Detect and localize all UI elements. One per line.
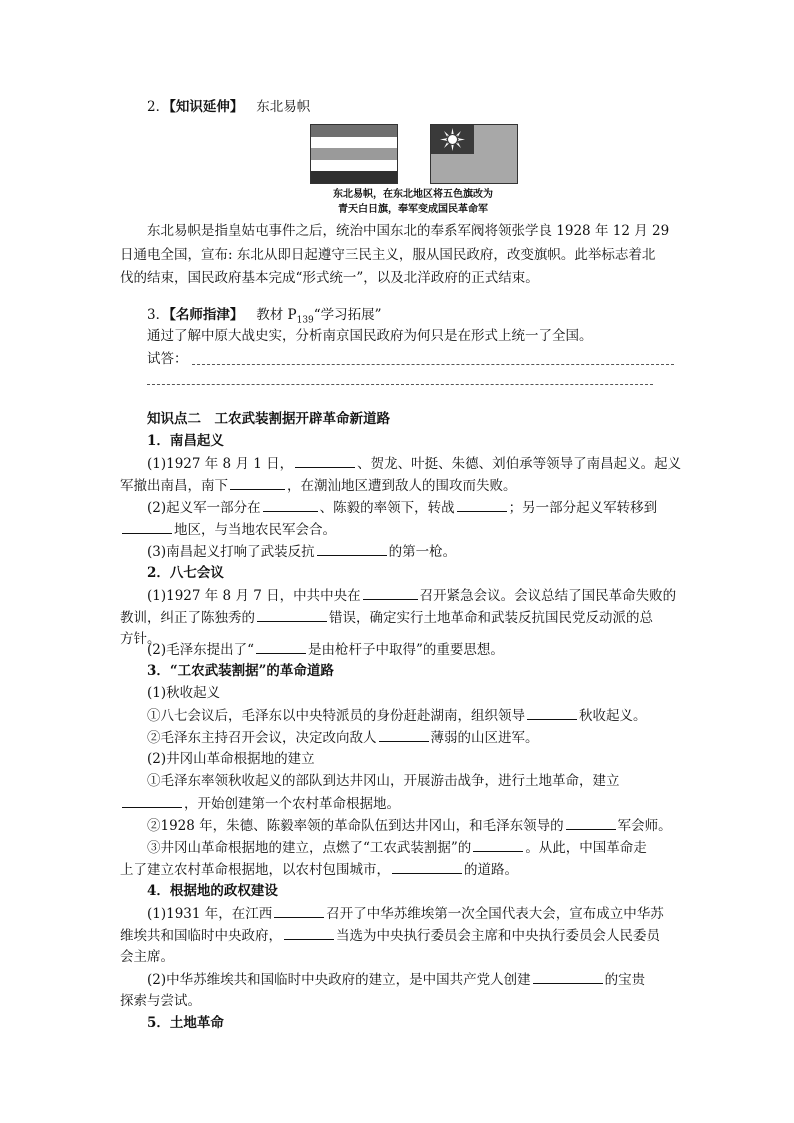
question-text: 通过了解中原大战史实，分析南京国民政府为何只是在形式上统一了全国。 [147, 328, 593, 344]
subsection-heading: 3．“工农武装割据”的革命道路 [147, 663, 334, 679]
fill-line: ，开始创建第一个农村革命根据地。 [120, 794, 400, 813]
fill-blank[interactable] [284, 926, 334, 940]
fill-line: (2)中华苏维埃共和国临时中央政府的建立，是中国共产党人创建 的宝贵 [147, 972, 646, 988]
fill-line: 教训，纠正了陈独秀的 错误，确定实行土地革命和武装反抗国民党反动派的总 [120, 610, 653, 626]
fill-blank[interactable] [256, 640, 306, 654]
subsection-heading: 1．南昌起义 [147, 433, 224, 449]
section-3-heading: 3．【名师指津】 教材 $P_{139}“$学习拓展” [147, 307, 382, 326]
paragraph-line: 会主席。 [120, 949, 174, 965]
fill-blank[interactable] [473, 838, 523, 852]
answer-line[interactable] [147, 384, 653, 385]
paragraph-line: 方针。 [120, 631, 161, 647]
paragraph-line: 东北易帜是指皇姑屯事件之后，统治中国东北的奉系军阀将领张学良 1928 年 12 月 29 [147, 223, 670, 239]
fill-line: ③井冈山革命根据地的建立，点燃了“工农武装割据”的 。从此，中国革命走 [147, 840, 647, 856]
fill-blank[interactable] [230, 476, 285, 490]
fill-line: 上了建立农村革命根据地，以农村包围城市， 的道路。 [120, 862, 518, 878]
fill-line: ①八七会议后，毛泽东以中央特派员的身份赶赴湖南，组织领导 秋收起义。 [147, 708, 647, 724]
fill-blank[interactable] [533, 970, 603, 984]
answer-label: 试答： [147, 351, 188, 367]
paragraph-line: (2)井冈山革命根据地的建立 [147, 751, 315, 767]
canton-block [431, 125, 474, 154]
fill-blank[interactable] [566, 816, 616, 830]
flag-caption-line-2: 青天白日旗，奉军变成国民革命军 [338, 204, 488, 215]
paragraph-line: (1)秋收起义 [147, 685, 221, 701]
knowledge-point-heading: 知识点二 工农武装割据开辟革命新道路 [147, 411, 390, 427]
fill-line: 军撤出南昌，南下 ，在潮汕地区遭到敌人的围攻而失败。 [120, 478, 517, 494]
fill-blank[interactable] [379, 728, 429, 742]
flag-caption-line-1: 东北易帜，在东北地区将五色旗改为 [333, 189, 493, 200]
answer-line[interactable] [192, 364, 674, 365]
paragraph-line: 日通电全国，宣布: 东北从即日起遵守三民主义，服从国民政府，改变旗帜。此举标志着北 [120, 247, 656, 263]
fill-blank[interactable] [317, 542, 387, 556]
fill-line: 地区，与当地农民军会合。 [120, 520, 336, 539]
fill-blank[interactable] [257, 608, 327, 622]
blue-sky-white-sun-flag-image [430, 124, 518, 184]
paragraph-line: ①毛泽东率领秋收起义的部队到达井冈山，开展游击战争，进行土地革命，建立 [147, 773, 620, 789]
subsection-heading: 5．土地革命 [147, 1015, 224, 1031]
section-2-heading: 2．【知识延伸】 东北易帜 [147, 99, 311, 115]
fill-blank[interactable] [122, 794, 182, 808]
fill-line: ②1928 年，朱德、陈毅率领的革命队伍到达井冈山，和毛泽东领导的 军会师。 [147, 818, 672, 834]
fill-blank[interactable] [527, 706, 577, 720]
fill-blank[interactable] [457, 498, 507, 512]
fill-line: (1)1927 年 8 月 1 日， 、贺龙、叶挺、朱德、刘伯承等领导了南昌起义。起义 [147, 456, 682, 472]
paragraph-line: 探索与尝试。 [120, 993, 201, 1009]
fill-blank[interactable] [363, 586, 418, 600]
fill-line: (3)南昌起义打响了武装反抗 的第一枪。 [147, 544, 457, 560]
five-color-flag-image [310, 124, 398, 184]
subsection-heading: 2．八七会议 [147, 565, 224, 581]
fill-line: ②毛泽东主持召开会议，决定改向敌人 薄弱的山区进军。 [147, 730, 539, 746]
fill-blank[interactable] [122, 520, 172, 534]
fill-line: (2)毛泽东提出了“ 是由枪杆子中取得”的重要思想。 [147, 642, 504, 658]
paragraph-line: 伐的结束，国民政府基本完成“形式统一”，以及北洋政府的正式结束。 [120, 270, 539, 286]
fill-line: (2)起义军一部分在 、陈毅的率领下，转战 ；另一部分起义军转移到 [147, 500, 658, 516]
subsection-heading: 4．根据地的政权建设 [147, 883, 278, 899]
white-sun-icon [431, 125, 474, 154]
fill-blank[interactable] [274, 904, 324, 918]
fill-line: 维埃共和国临时中央政府， 当选为中央执行委员会主席和中央执行委员会人民委员 [120, 928, 660, 944]
fill-blank[interactable] [295, 454, 355, 468]
fill-blank[interactable] [392, 860, 462, 874]
fill-line: (1)1927 年 8 月 7 日，中共中央在 召开紧急会议。会议总结了国民革命失败的 [147, 588, 677, 604]
fill-line: (1)1931 年，在江西 召开了中华苏维埃第一次全国代表大会，宣布成立中华苏 [147, 906, 664, 922]
fill-blank[interactable] [263, 498, 318, 512]
